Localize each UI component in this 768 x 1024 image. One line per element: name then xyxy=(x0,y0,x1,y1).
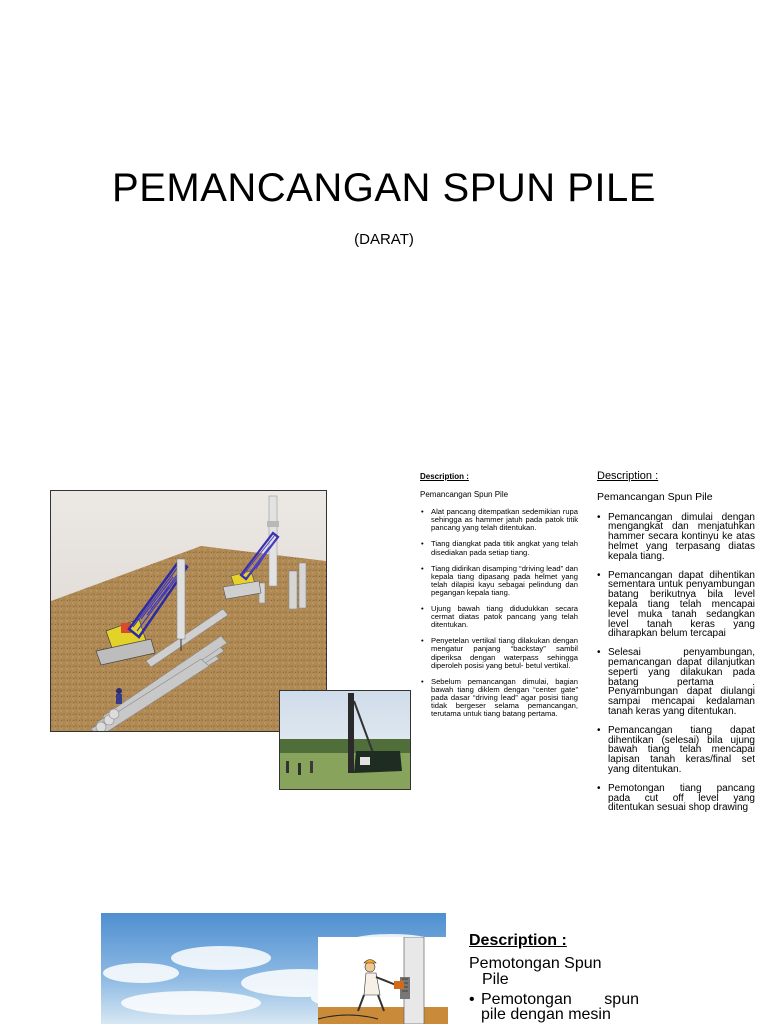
slide-title: PEMANCANGAN SPUN PILE xyxy=(112,166,656,210)
list-item: • Pemotongan spun pile dengan mesin xyxy=(481,992,639,1022)
description-column-3 xyxy=(469,932,639,1022)
list-item: • Selesai penyambungan, pemancangan dapat dilanjutkan seperti yang dilakukan pada batang pertama . Penyambungan dapat diulangi sampai mencapai kedalaman tanah keras yang ditentukan. xyxy=(608,648,755,717)
list-item: • Sebelum pemancangan dimulai, bagian bawah tiang diklem dengan “center gate” pada dasar “driving lead” agar posisi tiang tidak bergeser selama pemancangan, terutama untuk tiang batang pertama. xyxy=(431,678,578,718)
step-list xyxy=(469,992,639,1022)
column-heading: Description : xyxy=(597,470,659,482)
column-heading: Description : xyxy=(469,932,567,949)
column-subheading: Pemancangan Spun Pile xyxy=(420,490,509,500)
column-subheading: Pemancangan Spun Pile xyxy=(597,490,713,503)
step-list xyxy=(597,513,755,814)
step-list xyxy=(420,508,578,718)
description-column-1 xyxy=(420,473,578,726)
list-item: • Penyetelan vertikal tiang dilakukan dengan mengatur panjang “backstay” sambil diperiksa dengan waterpass sehingga diperoleh posisi yang betul- betul vertikal. xyxy=(431,637,578,669)
list-item: • Pemancangan dapat dihentikan sementara untuk penyambungan batang berikutnya bila level kepala tiang telah mencapai level muka tanah sedangkan level tanah keras yang diharapkan belum tercapai xyxy=(608,571,755,640)
list-item: • Ujung bawah tiang didudukkan secara cermat diatas patok pancang yang telah ditentukan. xyxy=(431,605,578,629)
description-column-2 xyxy=(597,472,755,822)
column-subheading-line-1: Pemotongan Spun xyxy=(469,955,602,972)
list-item: • Alat pancang ditempatkan sedemikian rupa sehingga as hammer jatuh pada patok titik pancang yang telah ditentukan. xyxy=(431,508,578,532)
slide-subtitle: (DARAT) xyxy=(354,231,414,248)
list-item: • Pemancangan tiang dapat dihentikan (selesai) bila ujung bawah tiang telah mencapai lapisan tanah keras/final set yang ditentukan. xyxy=(608,726,755,775)
column-heading: Description : xyxy=(420,472,469,481)
worker-cutting-pile-illustration xyxy=(318,937,448,1024)
list-item: • Pemotongan tiang pancang pada cut off level yang ditentukan sesuai shop drawing xyxy=(608,784,755,813)
list-item: • Pemancangan dimulai dengan mengangkat dan menjatuhkan hammer secara kontinyu ke atas helmet yang terpasang diatas kepala tiang. xyxy=(608,513,755,562)
site-photo xyxy=(279,690,411,790)
column-subheading-line-2: Pile xyxy=(482,971,509,988)
list-item: • Tiang didirikan disamping “driving lead” dan kepala tiang dipasang pada helmet yang telah dilapisi kayu sebagai pelindung dan pegangan kepala tiang. xyxy=(431,565,578,597)
list-item: • Tiang diangkat pada titik angkat yang telah disediakan pada setiap tiang. xyxy=(431,540,578,556)
